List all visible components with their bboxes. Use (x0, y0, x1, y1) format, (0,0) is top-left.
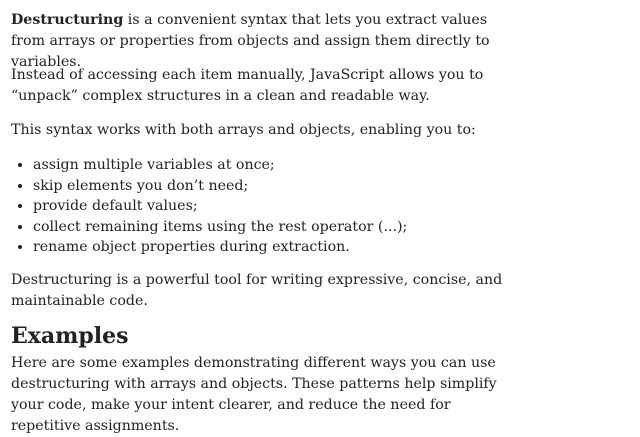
syntax-paragraph: This syntax works with both arrays and objects, enabling you to: (11, 122, 476, 138)
examples-heading: Examples (11, 323, 129, 349)
intro-term: Destructuring (11, 12, 124, 28)
intro-paragraph (11, 10, 516, 73)
summary-paragraph: Destructuring is a powerful tool for writing expressive, concise, and maintainable code. (11, 272, 503, 309)
list-item: • skip elements you don’t need; (33, 176, 538, 197)
list-item: • collect remaining items using the rest operator (...); (33, 217, 538, 238)
examples-paragraph: Here are some examples demonstrating different ways you can use destructuring with arrays and objects. These patterns help simplify your code, make your intent clearer, and reduce the need for repetitive assignments. (11, 355, 497, 434)
intro-text: is a convenient syntax that lets you extract values from arrays or properties from objects and assign them directly to variables. (11, 12, 490, 70)
features-list (11, 155, 538, 258)
unpack-paragraph: Instead of accessing each item manually, JavaScript allows you to “unpack” complex structures in a clean and readable way. (11, 67, 484, 104)
list-item: • rename object properties during extraction. (33, 237, 538, 258)
list-item: • provide default values; (33, 196, 538, 217)
list-item: • assign multiple variables at once; (33, 155, 538, 176)
